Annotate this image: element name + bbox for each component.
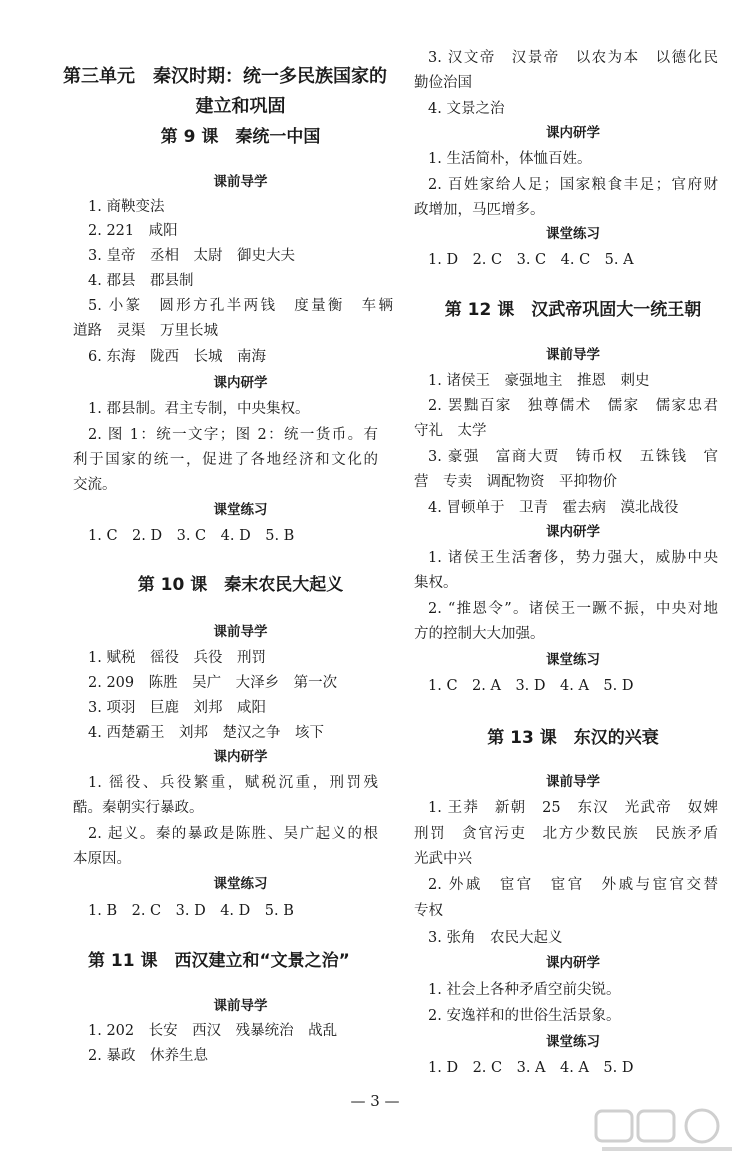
lesson-11-prestudy-heading: 课前导学 bbox=[213, 998, 268, 1014]
lesson-13-prestudy-heading: 课前导学 bbox=[546, 774, 600, 790]
lesson-10-title: 第 10 课 秦末农民大起义 bbox=[137, 575, 344, 595]
lesson-11-inclass-item: 1. 生活简朴，体恤百姓。 bbox=[428, 151, 592, 167]
lesson-12-prestudy-item-cont: 营 专卖 调配物资 平抑物价 bbox=[414, 474, 617, 490]
lesson-11-inclass-item: 2. 百姓家给人足；国家粮食丰足；官府财 bbox=[428, 177, 718, 193]
lesson-12-inclass-heading: 课内研学 bbox=[546, 524, 600, 540]
lesson-9-inclass-item: 2. 图 1：统一文字；图 2：统一货币。有 bbox=[88, 427, 378, 443]
lesson-9-prestudy-item-cont: 道路 灵渠 万里长城 bbox=[73, 323, 218, 339]
lesson-13-title: 第 13 课 东汉的兴衰 bbox=[487, 728, 659, 748]
lesson-13-prestudy-item: 1. 王莽 新朝 25 东汉 光武帝 奴婢 bbox=[428, 800, 718, 816]
lesson-9-inclass-item-cont: 交流。 bbox=[73, 477, 117, 493]
lesson-10-practice-answers: 1. B 2. C 3. D 4. D 5. B bbox=[88, 903, 294, 919]
lesson-11-prestudy-item: 3. 汉文帝 汉景帝 以农为本 以德化民 bbox=[428, 50, 718, 66]
lesson-9-practice-answers: 1. C 2. D 3. C 4. D 5. B bbox=[88, 528, 295, 544]
lesson-12-inclass-item: 1. 诸侯王生活奢侈，势力强大，威胁中央 bbox=[428, 550, 718, 566]
lesson-12-prestudy-item: 2. 罢黜百家 独尊儒术 儒家 儒家忠君 bbox=[428, 398, 718, 414]
lesson-13-prestudy-item-cont: 光武中兴 bbox=[414, 851, 472, 867]
lesson-11-inclass-item-cont: 政增加，马匹增多。 bbox=[414, 202, 545, 218]
lesson-13-inclass-item: 1. 社会上各种矛盾空前尖锐。 bbox=[428, 982, 621, 998]
lesson-12-prestudy-item: 4. 冒顿单于 卫青 霍去病 漠北战役 bbox=[428, 500, 679, 516]
lesson-12-title: 第 12 课 汉武帝巩固大一统王朝 bbox=[444, 300, 702, 320]
lesson-13-inclass-heading: 课内研学 bbox=[546, 955, 600, 971]
lesson-11-prestudy-item-cont: 勤俭治国 bbox=[414, 75, 472, 91]
unit-title-line-2: 建立和巩固 bbox=[195, 96, 286, 117]
lesson-12-practice-heading: 课堂练习 bbox=[546, 652, 600, 668]
lesson-12-inclass-item-cont: 集权。 bbox=[414, 575, 458, 591]
lesson-9-practice-heading: 课堂练习 bbox=[213, 502, 268, 518]
lesson-10-prestudy-heading: 课前导学 bbox=[213, 624, 268, 640]
lesson-11-practice-heading: 课堂练习 bbox=[546, 226, 600, 242]
lesson-11-inclass-heading: 课内研学 bbox=[546, 125, 600, 141]
lesson-11-prestudy-item: 4. 文景之治 bbox=[428, 101, 505, 117]
lesson-9-prestudy-item: 6. 东海 陇西 长城 南海 bbox=[88, 349, 266, 365]
lesson-10-practice-heading: 课堂练习 bbox=[213, 876, 268, 892]
lesson-12-inclass-item: 2. “推恩令”。诸侯王一蹶不振，中央对地 bbox=[428, 601, 718, 617]
lesson-12-prestudy-heading: 课前导学 bbox=[546, 347, 600, 363]
lesson-12-prestudy-item-cont: 守礼 太学 bbox=[414, 423, 487, 439]
lesson-12-inclass-item-cont: 方的控制大大加强。 bbox=[414, 626, 545, 642]
lesson-13-prestudy-item: 2. 外戚 宦官 宦官 外戚与宦官交替 bbox=[428, 877, 718, 893]
lesson-10-prestudy-item: 4. 西楚霸王 刘邦 楚汉之争 垓下 bbox=[88, 725, 324, 741]
lesson-13-prestudy-item-cont: 专权 bbox=[414, 903, 443, 919]
lesson-9-title: 第 9 课 秦统一中国 bbox=[160, 127, 321, 147]
lesson-12-practice-answers: 1. C 2. A 3. D 4. A 5. D bbox=[428, 678, 634, 694]
lesson-10-prestudy-item: 2. 209 陈胜 吴广 大泽乡 第一次 bbox=[88, 675, 338, 691]
lesson-11-prestudy-item: 1. 202 长安 西汉 残暴统治 战乱 bbox=[88, 1023, 338, 1039]
unit-title-line-1: 第三单元 秦汉时期：统一多民族国家的 bbox=[63, 66, 387, 87]
lesson-9-inclass-item-cont: 利于国家的统一，促进了各地经济和文化的 bbox=[73, 452, 378, 468]
lesson-13-practice-heading: 课堂练习 bbox=[546, 1034, 600, 1050]
lesson-13-practice-answers: 1. D 2. C 3. A 4. A 5. D bbox=[428, 1060, 634, 1076]
lesson-11-prestudy-item: 2. 暴政 休养生息 bbox=[88, 1048, 208, 1064]
lesson-9-inclass-heading: 课内研学 bbox=[213, 375, 268, 391]
lesson-13-inclass-item: 2. 安逸祥和的世俗生活景象。 bbox=[428, 1008, 621, 1024]
lesson-11-practice-answers: 1. D 2. C 3. C 4. C 5. A bbox=[428, 252, 634, 268]
lesson-9-prestudy-item: 1. 商鞅变法 bbox=[88, 199, 165, 215]
lesson-10-inclass-item-cont: 酷。秦朝实行暴政。 bbox=[73, 800, 204, 816]
answer-site-watermark-icon bbox=[592, 1105, 742, 1155]
lesson-9-prestudy-item: 2. 221 咸阳 bbox=[88, 223, 178, 239]
lesson-10-prestudy-item: 1. 赋税 徭役 兵役 刑罚 bbox=[88, 650, 266, 666]
lesson-10-inclass-item: 1. 徭役、兵役繁重，赋税沉重，刑罚残 bbox=[88, 775, 378, 791]
lesson-13-prestudy-item-cont: 刑罚 贪官污吏 北方少数民族 民族矛盾 bbox=[414, 826, 718, 842]
lesson-9-prestudy-heading: 课前导学 bbox=[213, 174, 268, 190]
lesson-10-inclass-heading: 课内研学 bbox=[213, 749, 268, 765]
lesson-12-prestudy-item: 1. 诸侯王 豪强地主 推恩 刺史 bbox=[428, 373, 650, 389]
page-number: — 3 — bbox=[350, 1092, 400, 1110]
lesson-11-title: 第 11 课 西汉建立和“文景之治” bbox=[88, 951, 350, 971]
lesson-12-prestudy-item: 3. 豪强 富商大贾 铸币权 五铢钱 官 bbox=[428, 449, 718, 465]
lesson-9-prestudy-item: 5. 小篆 圆形方孔半两钱 度量衡 车辆 bbox=[88, 298, 393, 314]
lesson-9-inclass-item: 1. 郡县制。君主专制，中央集权。 bbox=[88, 401, 310, 417]
lesson-10-inclass-item-cont: 本原因。 bbox=[73, 851, 131, 867]
lesson-9-prestudy-item: 3. 皇帝 丞相 太尉 御史大夫 bbox=[88, 248, 295, 264]
lesson-13-prestudy-item: 3. 张角 农民大起义 bbox=[428, 930, 563, 946]
lesson-9-prestudy-item: 4. 郡县 郡县制 bbox=[88, 273, 194, 289]
lesson-10-prestudy-item: 3. 项羽 巨鹿 刘邦 咸阳 bbox=[88, 700, 266, 716]
lesson-10-inclass-item: 2. 起义。秦的暴政是陈胜、吴广起义的根 bbox=[88, 826, 378, 842]
